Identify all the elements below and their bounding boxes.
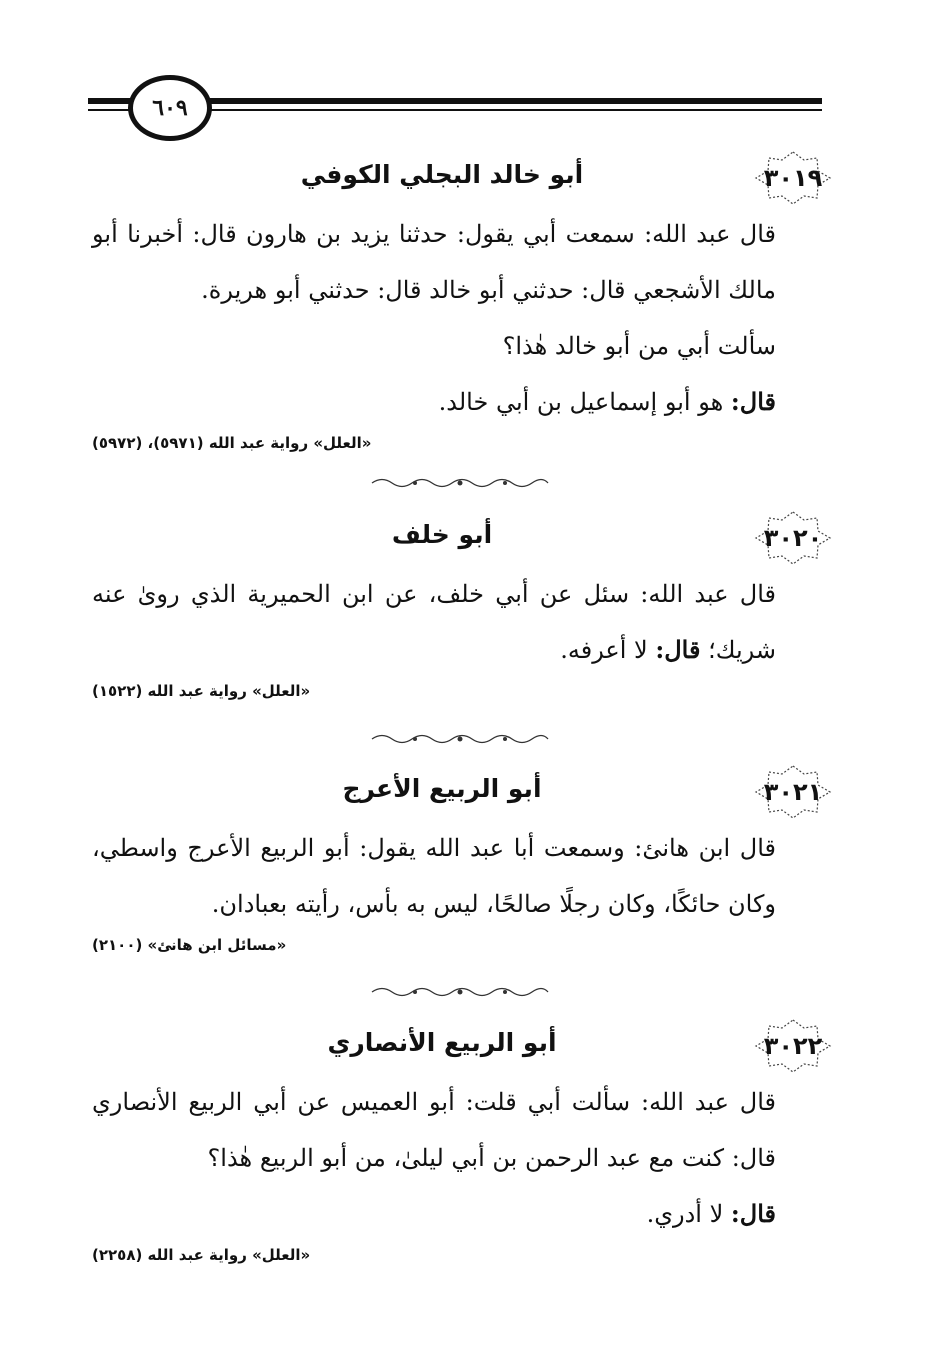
entry-source: «مسائل ابن هانئ» (٢١٠٠) xyxy=(92,936,287,954)
entry-3021 xyxy=(92,764,832,954)
entry-source: «العلل» رواية عبد الله (٥٩٧١)، (٥٩٧٢) xyxy=(92,434,372,452)
entry-paragraph: قال ابن هانئ: وسمعت أبا عبد الله يقول: أبو الربيع الأعرج واسطي، وكان حائكًا، وكان رجلًا صالحًا، ليس به بأس، رأيته بعبادان. xyxy=(92,834,776,918)
entry-number: ٣٠٢٠ xyxy=(754,510,832,566)
entry-body xyxy=(92,206,832,430)
entry-number: ٣٠٢١ xyxy=(754,764,832,820)
entry-paragraph: قال عبد الله: سألت أبي قلت: أبو العميس عن أبي الربيع الأنصاري قال: كنت مع عبد الرحمن بن أبي ليلىٰ، من أبو الربيع هٰذا؟ xyxy=(92,1088,776,1172)
entry-body xyxy=(92,1074,832,1242)
entry-source: «العلل» رواية عبد الله (١٥٢٢) xyxy=(92,682,311,700)
entry-source: «العلل» رواية عبد الله (٢٢٥٨) xyxy=(92,1246,311,1264)
entry-number: ٣٠١٩ xyxy=(754,150,832,206)
entry-title: أبو خالد البجلي الكوفي xyxy=(300,160,584,189)
entry-paragraph: قال عبد الله: سمعت أبي يقول: حدثنا يزيد بن هارون قال: أخبرنا أبو مالك الأشجعي قال: حدثني أبو خالد قال: حدثني أبو هريرة. xyxy=(92,220,776,304)
entry-title: أبو الربيع الأعرج xyxy=(342,774,542,803)
entry-body xyxy=(92,820,832,932)
entry-answer: قال: لا أدري. xyxy=(646,1199,776,1228)
entry-3022 xyxy=(92,1018,832,1264)
entry-number: ٣٠٢٢ xyxy=(754,1018,832,1074)
entry-paragraph: سألت أبي من أبو خالد هٰذا؟ xyxy=(502,332,776,360)
entry-paragraph: قال عبد الله: سئل عن أبي خلف، عن ابن الحميرية الذي روىٰ عنه شريك؛ قال: لا أعرفه. xyxy=(92,580,776,664)
page-number: ٦٠٩ xyxy=(128,75,212,141)
divider-ornament-icon xyxy=(370,476,550,490)
entry-body xyxy=(92,566,832,678)
entry-3019 xyxy=(92,150,832,452)
entry-title: أبو خلف xyxy=(391,520,493,549)
divider-ornament-icon xyxy=(370,732,550,746)
divider-ornament-icon xyxy=(370,985,550,999)
entry-3020 xyxy=(92,510,832,700)
entry-answer: قال: هو أبو إسماعيل بن أبي خالد. xyxy=(438,387,776,416)
entry-title: أبو الربيع الأنصاري xyxy=(327,1028,557,1057)
